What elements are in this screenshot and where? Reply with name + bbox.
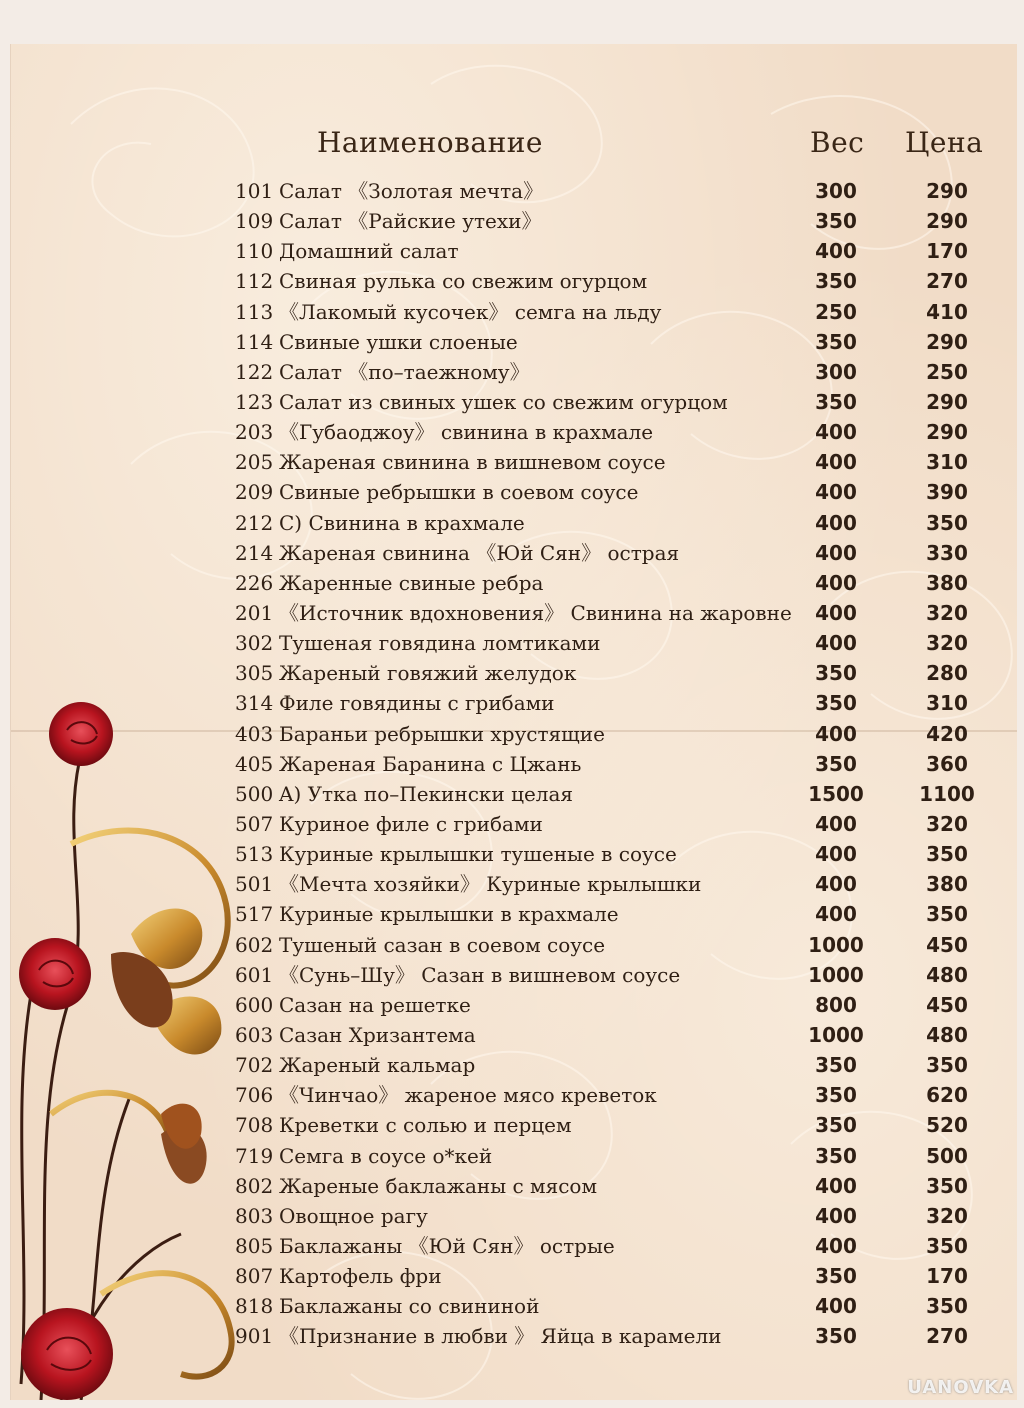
menu-item-weight: 1000	[808, 1022, 864, 1047]
menu-item-number: 201	[235, 600, 274, 625]
menu-item-price: 320	[926, 811, 968, 836]
menu-item-price: 380	[926, 570, 968, 595]
menu-item-weight: 350	[815, 751, 857, 776]
menu-item-weight: 400	[815, 1294, 857, 1319]
menu-item-number: 123	[235, 389, 274, 414]
menu-item-weight: 400	[815, 570, 857, 595]
menu-item-weight: 400	[815, 480, 857, 505]
menu-item-row	[0, 899, 1024, 929]
menu-item-name: 《Лакомый кусочек》 семга на льду	[279, 299, 662, 324]
menu-item-row	[0, 176, 1024, 206]
menu-item-weight: 400	[815, 902, 857, 927]
menu-item-weight: 400	[815, 872, 857, 897]
menu-item-name: Салат 《Золотая мечта》	[279, 179, 544, 203]
menu-item-row	[0, 1291, 1024, 1321]
menu-item-name: Овощное рагу	[279, 1203, 428, 1228]
menu-item-row	[0, 990, 1024, 1020]
menu-item-number: 706	[235, 1083, 274, 1108]
menu-item-price: 290	[926, 420, 968, 445]
menu-item-number: 501	[235, 872, 274, 897]
menu-item-price: 480	[926, 962, 968, 987]
menu-item-number: 203	[235, 420, 274, 445]
menu-item-number: 719	[235, 1143, 274, 1168]
menu-item-weight: 350	[815, 329, 857, 354]
menu-item-price: 350	[926, 1233, 968, 1258]
menu-item-weight: 350	[815, 1083, 857, 1108]
menu-item-weight: 400	[815, 811, 857, 836]
menu-item-weight: 1000	[808, 932, 864, 957]
menu-item-row	[0, 1050, 1024, 1080]
menu-item-name: Салат 《по–таежному》	[279, 359, 530, 384]
menu-item-price: 310	[926, 450, 968, 475]
menu-item-price: 170	[926, 1264, 968, 1289]
menu-item-name: Жареные баклажаны с мясом	[279, 1173, 598, 1198]
menu-item-row	[0, 1141, 1024, 1171]
menu-item-price: 350	[926, 510, 968, 535]
menu-item-row	[0, 658, 1024, 688]
menu-item-name: Жареная свинина 《Юй Сян》 острая	[279, 540, 680, 565]
menu-item-number: 513	[235, 842, 274, 867]
menu-item-weight: 400	[815, 510, 857, 535]
menu-item-name: 《Губаоджоу》 свинина в крахмале	[279, 420, 654, 445]
menu-item-number: 600	[235, 992, 274, 1017]
menu-item-weight: 800	[815, 992, 857, 1017]
menu-item-name: Свиные ушки слоеные	[279, 329, 518, 354]
menu-item-row	[0, 869, 1024, 899]
menu-item-price: 330	[926, 540, 968, 565]
menu-item-name: Салат из свиных ушек со свежим огурцом	[279, 389, 728, 414]
menu-item-weight: 400	[815, 842, 857, 867]
menu-item-name: Свиная рулька со свежим огурцом	[279, 269, 648, 294]
menu-item-row	[0, 236, 1024, 266]
header-weight: Вес	[810, 126, 865, 159]
menu-item-weight: 300	[815, 179, 857, 203]
menu-item-number: 803	[235, 1203, 274, 1228]
menu-item-row	[0, 417, 1024, 447]
menu-item-weight: 1500	[808, 781, 864, 806]
menu-item-row	[0, 357, 1024, 387]
menu-item-row	[0, 1321, 1024, 1351]
menu-item-name: Свиные ребрышки в соевом соусе	[279, 480, 639, 505]
menu-item-price: 320	[926, 631, 968, 656]
menu-item-number: 802	[235, 1173, 274, 1198]
menu-item-name: Жаренные свиные ребра	[279, 570, 544, 595]
menu-item-number: 110	[235, 239, 274, 264]
menu-item-price: 1100	[919, 781, 975, 806]
menu-item-row	[0, 1080, 1024, 1110]
menu-item-price: 350	[926, 1053, 968, 1078]
menu-item-number: 101	[235, 179, 274, 203]
menu-item-price: 320	[926, 600, 968, 625]
menu-item-number: 226	[235, 570, 274, 595]
menu-item-row	[0, 206, 1024, 236]
header-price: Цена	[905, 126, 984, 159]
menu-item-name: 《Чинчао》 жареное мясо креветок	[279, 1083, 657, 1108]
menu-item-number: 805	[235, 1233, 274, 1258]
menu-item-number: 314	[235, 691, 274, 716]
menu-item-number: 818	[235, 1294, 274, 1319]
menu-item-row	[0, 628, 1024, 658]
menu-item-name: Тушеная говядина ломтиками	[279, 631, 601, 656]
menu-item-price: 390	[926, 480, 968, 505]
menu-item-name: 《Признание в любви 》 Яйца в карамели	[279, 1324, 722, 1349]
menu-item-name: Семга в соусе о*кей	[279, 1143, 493, 1168]
menu-item-name: Бараньи ребрышки хрустящие	[279, 721, 605, 746]
menu-item-row	[0, 960, 1024, 990]
menu-item-number: 122	[235, 359, 274, 384]
menu-item-row	[0, 538, 1024, 568]
menu-item-name: Куриные крылышки в крахмале	[279, 902, 619, 927]
menu-item-name: Тушеный сазан в соевом соусе	[279, 932, 606, 957]
menu-item-weight: 350	[815, 1143, 857, 1168]
menu-item-name: A) Утка по–Пекински целая	[279, 781, 574, 806]
menu-item-price: 380	[926, 872, 968, 897]
menu-item-row	[0, 1231, 1024, 1261]
menu-item-row	[0, 749, 1024, 779]
menu-item-price: 410	[926, 299, 968, 324]
menu-item-price: 270	[926, 1324, 968, 1349]
header-name: Наименование	[317, 126, 543, 159]
menu-item-name: Домашний салат	[279, 239, 459, 264]
menu-item-name: Картофель фри	[279, 1264, 442, 1289]
menu-item-weight: 400	[815, 1203, 857, 1228]
menu-item-weight: 350	[815, 661, 857, 686]
menu-item-number: 500	[235, 781, 274, 806]
menu-item-row	[0, 327, 1024, 357]
menu-item-name: Баклажаны 《Юй Сян》 острые	[279, 1233, 615, 1258]
menu-item-weight: 400	[815, 631, 857, 656]
menu-item-price: 360	[926, 751, 968, 776]
menu-item-price: 520	[926, 1113, 968, 1138]
menu-item-weight: 400	[815, 600, 857, 625]
menu-item-row	[0, 839, 1024, 869]
menu-item-name: Филе говядины с грибами	[279, 691, 555, 716]
menu-item-weight: 350	[815, 209, 857, 234]
menu-item-row	[0, 688, 1024, 718]
menu-item-name: Жареная Баранина с Цжань	[279, 751, 582, 776]
menu-item-weight: 350	[815, 269, 857, 294]
menu-item-row	[0, 1110, 1024, 1140]
menu-item-weight: 400	[815, 721, 857, 746]
menu-item-row	[0, 387, 1024, 417]
menu-item-number: 209	[235, 480, 274, 505]
menu-item-price: 350	[926, 842, 968, 867]
menu-item-row	[0, 1020, 1024, 1050]
menu-item-name: C) Свинина в крахмале	[279, 510, 525, 535]
menu-item-row	[0, 568, 1024, 598]
menu-item-row	[0, 1261, 1024, 1291]
menu-item-number: 302	[235, 631, 274, 656]
menu-item-number: 214	[235, 540, 274, 565]
menu-item-number: 212	[235, 510, 274, 535]
menu-item-price: 350	[926, 1173, 968, 1198]
menu-item-name: 《Сунь–Шу》 Сазан в вишневом соусе	[279, 962, 681, 987]
menu-item-weight: 250	[815, 299, 857, 324]
menu-item-weight: 400	[815, 540, 857, 565]
menu-item-price: 290	[926, 329, 968, 354]
menu-item-row	[0, 508, 1024, 538]
menu-item-number: 901	[235, 1324, 274, 1349]
menu-item-price: 170	[926, 239, 968, 264]
menu-item-row	[0, 1201, 1024, 1231]
menu-item-row	[0, 809, 1024, 839]
menu-item-number: 109	[235, 209, 274, 234]
menu-item-weight: 350	[815, 1053, 857, 1078]
menu-item-weight: 400	[815, 1173, 857, 1198]
menu-item-price: 310	[926, 691, 968, 716]
menu-item-row	[0, 779, 1024, 809]
menu-item-price: 620	[926, 1083, 968, 1108]
menu-item-number: 807	[235, 1264, 274, 1289]
menu-item-price: 320	[926, 1203, 968, 1228]
menu-item-number: 702	[235, 1053, 274, 1078]
menu-item-row	[0, 266, 1024, 296]
menu-item-name: Куриные крылышки тушеные в соусе	[279, 842, 677, 867]
menu-item-name: Жареный кальмар	[279, 1053, 476, 1078]
menu-item-number: 305	[235, 661, 274, 686]
menu-item-price: 290	[926, 179, 968, 203]
menu-item-price: 350	[926, 1294, 968, 1319]
menu-item-weight: 350	[815, 691, 857, 716]
menu-item-number: 405	[235, 751, 274, 776]
menu-item-number: 601	[235, 962, 274, 987]
watermark-logo: UANOVKA	[907, 1377, 1014, 1398]
menu-item-row	[0, 719, 1024, 749]
menu-item-number: 517	[235, 902, 274, 927]
menu-item-price: 500	[926, 1143, 968, 1168]
menu-item-weight: 400	[815, 239, 857, 264]
menu-item-name: Баклажаны со свининой	[279, 1294, 540, 1319]
menu-item-number: 114	[235, 329, 274, 354]
menu-item-weight: 350	[815, 1324, 857, 1349]
menu-item-price: 290	[926, 209, 968, 234]
menu-item-weight: 300	[815, 359, 857, 384]
menu-item-row	[0, 930, 1024, 960]
menu-item-weight: 400	[815, 450, 857, 475]
menu-item-name: 《Источник вдохновения》 Свинина на жаровне	[279, 600, 792, 625]
menu-item-price: 290	[926, 389, 968, 414]
menu-item-number: 602	[235, 932, 274, 957]
menu-item-price: 420	[926, 721, 968, 746]
menu-item-price: 250	[926, 359, 968, 384]
menu-item-price: 280	[926, 661, 968, 686]
menu-item-name: Сазан Хризантема	[279, 1022, 476, 1047]
menu-item-name: Жареный говяжий желудок	[279, 661, 577, 686]
menu-item-number: 112	[235, 269, 274, 294]
menu-item-price: 350	[926, 902, 968, 927]
menu-item-weight: 350	[815, 1113, 857, 1138]
menu-item-number: 113	[235, 299, 274, 324]
menu-item-row	[0, 1171, 1024, 1201]
menu-item-name: 《Мечта хозяйки》 Куриные крылышки	[279, 872, 702, 897]
menu-item-price: 480	[926, 1022, 968, 1047]
menu-item-weight: 350	[815, 389, 857, 414]
menu-item-weight: 350	[815, 1264, 857, 1289]
menu-item-row	[0, 477, 1024, 507]
menu-item-weight: 1000	[808, 962, 864, 987]
menu-item-row	[0, 447, 1024, 477]
menu-item-weight: 400	[815, 420, 857, 445]
menu-item-weight: 400	[815, 1233, 857, 1258]
menu-item-number: 708	[235, 1113, 274, 1138]
menu-item-number: 507	[235, 811, 274, 836]
menu-item-name: Салат 《Райские утехи》	[279, 209, 542, 234]
menu-item-row	[0, 297, 1024, 327]
menu-item-price: 270	[926, 269, 968, 294]
menu-item-price: 450	[926, 992, 968, 1017]
menu-item-number: 403	[235, 721, 274, 746]
menu-item-name: Жареная свинина в вишневом соусе	[279, 450, 666, 475]
menu-item-number: 205	[235, 450, 274, 475]
menu-item-name: Креветки с солью и перцем	[279, 1113, 572, 1138]
menu-items-list	[0, 176, 1024, 1351]
menu-item-name: Сазан на решетке	[279, 992, 471, 1017]
menu-item-number: 603	[235, 1022, 274, 1047]
menu-item-row	[0, 598, 1024, 628]
menu-item-price: 450	[926, 932, 968, 957]
menu-item-name: Куриное филе с грибами	[279, 811, 543, 836]
